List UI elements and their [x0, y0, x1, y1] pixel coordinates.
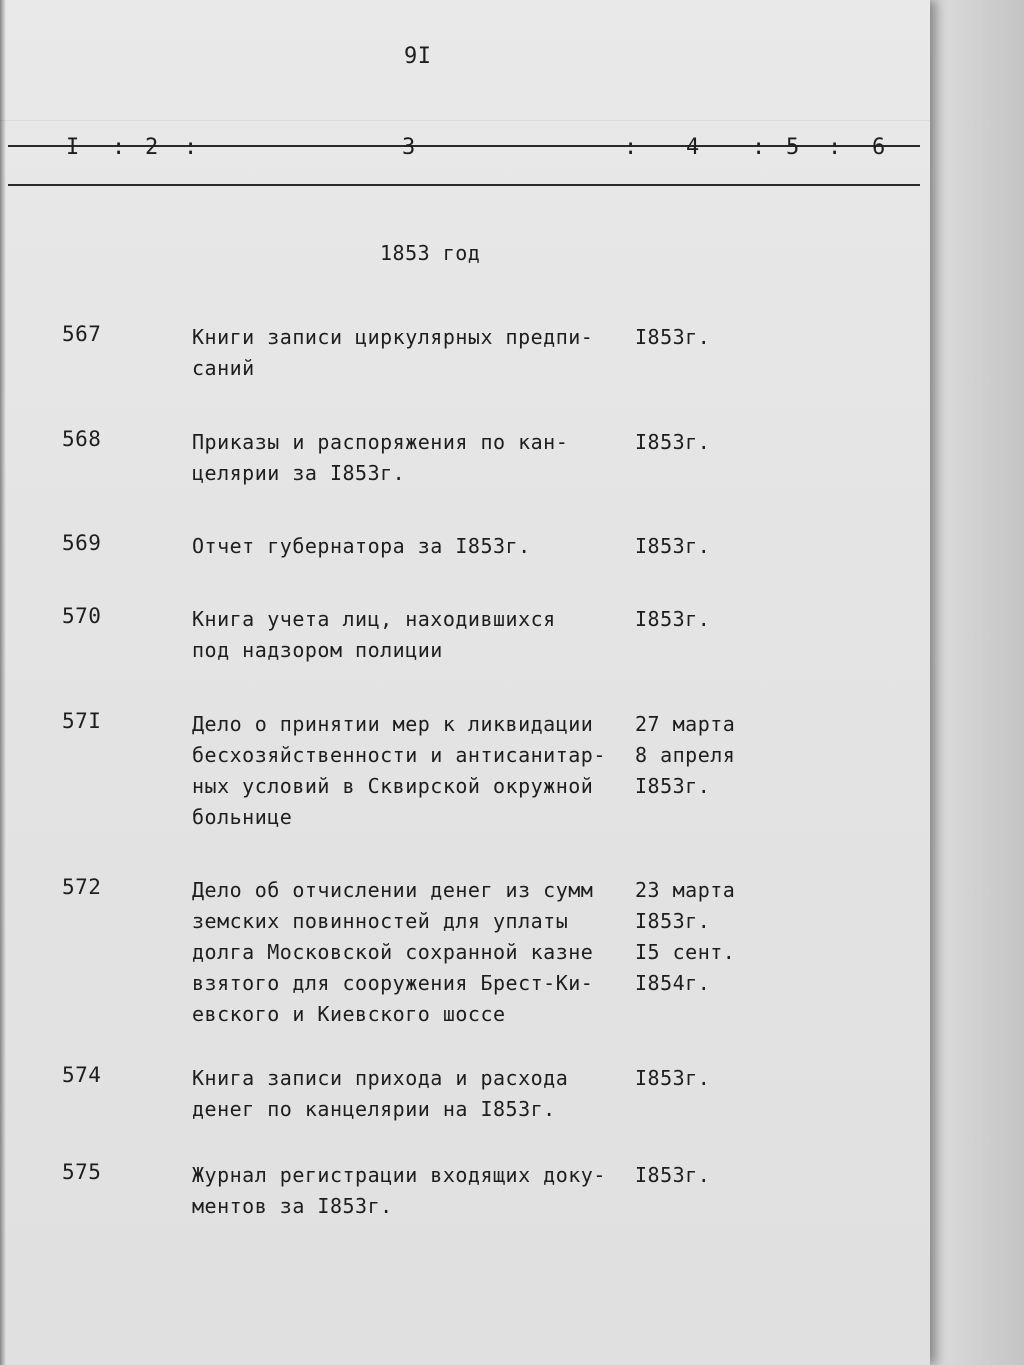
entry-number: 572: [62, 875, 102, 899]
entry-description: Дело о принятии мер к ликвидации бесхозяйственности и антисанитар- ных условий в Сквирской окружной больнице: [192, 712, 606, 829]
entry-description: Книга записи прихода и расхода денег по канцелярии на I853г.: [192, 1066, 569, 1121]
entry-date: I853г.: [635, 534, 711, 558]
column-header-2: 2: [145, 135, 159, 160]
column-separator: :: [752, 135, 766, 160]
entry-description: Приказы и распоряжения по кан- целярии за I853г.: [192, 430, 569, 485]
entry-description: Журнал регистрации входящих доку- ментов за I853г.: [192, 1163, 606, 1218]
column-header-5: 5: [786, 135, 800, 160]
entry-date: I853г.: [635, 607, 711, 631]
page-binding-shadow: [0, 0, 6, 1365]
entry-number: 574: [62, 1063, 102, 1087]
column-separator: :: [184, 135, 198, 160]
column-separator: :: [624, 135, 638, 160]
entry-date: I853г.: [635, 1066, 711, 1090]
entry-number: 57I: [62, 709, 102, 733]
header-rule-bottom: [8, 184, 920, 186]
entry-date: I853г.: [635, 1163, 711, 1187]
entry-number: 568: [62, 427, 102, 451]
page-number: 9I: [404, 44, 432, 69]
column-header-4: 4: [686, 135, 700, 160]
entry-description: Книга учета лиц, находившихся под надзором полиции: [192, 607, 556, 662]
underlying-page-edge: [915, 0, 1024, 1365]
entry-description: Отчет губернатора за I853г.: [192, 534, 531, 558]
year-heading: 1853 год: [380, 241, 481, 265]
entry-date: I853г.: [635, 430, 711, 454]
entry-description: Дело об отчислении денег из сумм земских повинностей для уплаты долга Московской сохранной казне взятого для сооружения Брест-Ки- евского и Киевского шоссе: [192, 878, 594, 1026]
entry-number: 567: [62, 322, 102, 346]
entry-number: 575: [62, 1160, 102, 1184]
column-header-1: I: [66, 135, 80, 160]
column-header-3: 3: [402, 135, 416, 160]
column-separator: :: [828, 135, 842, 160]
entry-date: I853г.: [635, 325, 711, 349]
entry-date: 27 марта 8 апреля I853г.: [635, 712, 736, 798]
column-separator: :: [112, 135, 126, 160]
entry-number: 570: [62, 604, 102, 628]
entry-number: 569: [62, 531, 102, 555]
entry-date: 23 марта I853г. I5 сент. I854г.: [635, 878, 736, 995]
page-crease: [0, 120, 930, 121]
entry-description: Книги записи циркулярных предпи- саний: [192, 325, 594, 380]
column-header-6: 6: [872, 135, 886, 160]
